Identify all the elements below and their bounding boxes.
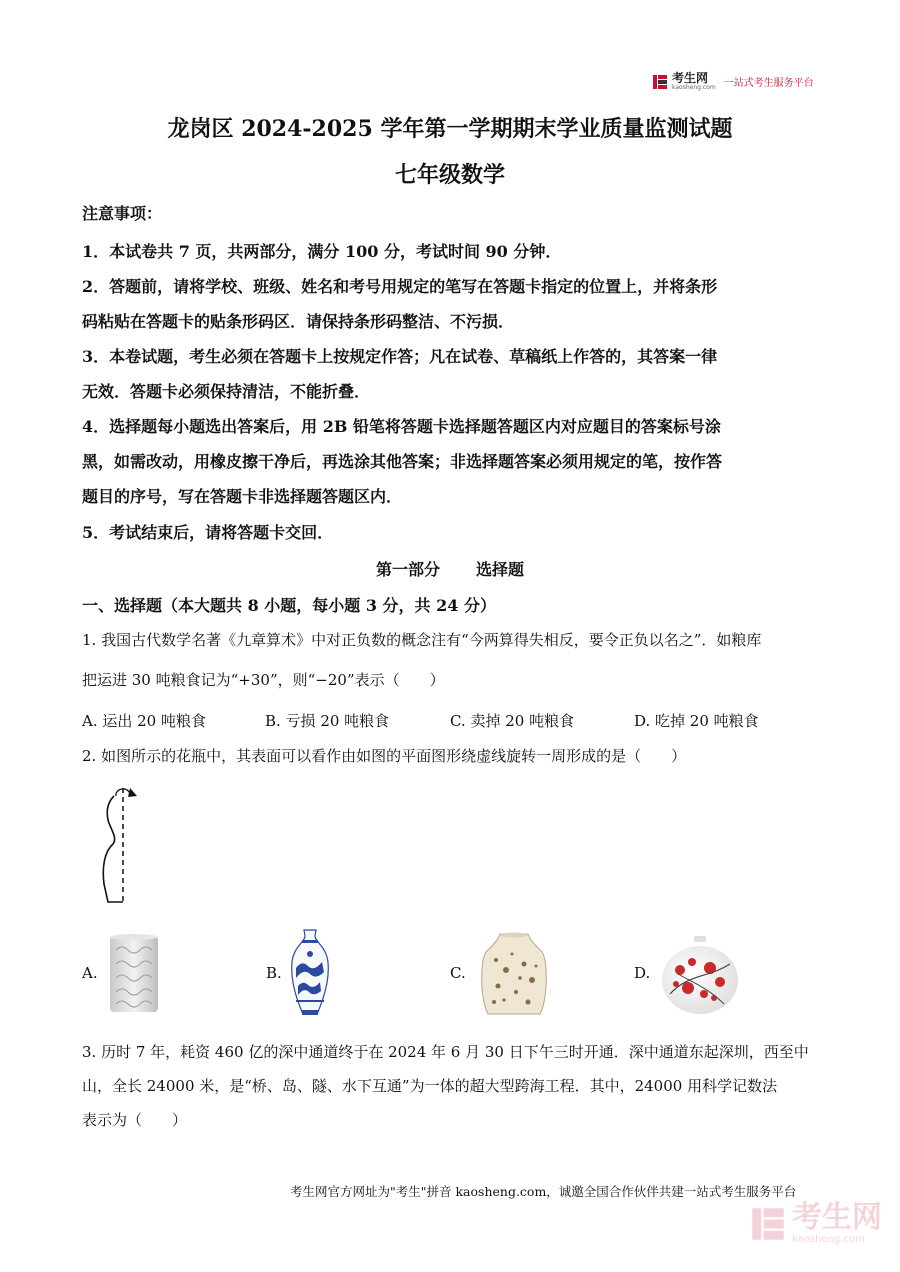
round-flower-vase-image: [658, 934, 742, 1018]
notice-line: 3．本卷试题，考生必须在答题卡上按规定作答；凡在试卷、草稿纸上作答的，其答案一律: [82, 347, 718, 366]
page-title: 龙岗区 2024-2025 学年第一学期期末学业质量监测试题: [167, 116, 733, 142]
speckled-jar-image: [476, 930, 552, 1018]
profile-curve: [103, 796, 123, 902]
watermark-name: 考生网: [792, 1200, 882, 1235]
question-2-option-d-label: D.: [634, 964, 651, 982]
watermark-domain: kaosheng.com: [792, 1234, 865, 1245]
page-footer: 考生网官方网址为"考生"拼音 kaosheng.com，诚邀全国合作伙伴共建一站式考生服务平台: [290, 1184, 797, 1199]
question-2-line: 2. 如图所示的花瓶中，其表面可以看作由如图的平面图形绕虚线旋转一周形成的是（ ）: [82, 747, 687, 765]
brand-logo-icon: [652, 74, 668, 90]
question-2-option-b-label: B.: [266, 964, 282, 982]
notice-line: 码粘贴在答题卡的贴条形码区．请保持条形码整洁、不污损．: [82, 312, 515, 331]
porcelain-vase-image: [286, 928, 334, 1018]
cylinder-vase-image: [106, 932, 162, 1016]
notice-line: 黑，如需改动，用橡皮擦干净后，再选涂其他答案；非选择题答案必须用规定的笔，按作答: [82, 452, 723, 471]
notice-line: 题目的序号，写在答题卡非选择题答题区内．: [82, 487, 403, 506]
question-1-option-b: B. 亏损 20 吨粮食: [265, 712, 390, 730]
question-2-option-c-label: C.: [450, 964, 466, 982]
question-3-line: 山，全长 24000 米，是“桥、岛、隧、水下互通”为一体的超大型跨海工程．其中，24000 用科学记数法: [82, 1077, 778, 1095]
brand-logo: [652, 72, 814, 91]
watermark-logo-icon: [750, 1206, 786, 1242]
notice-heading: 注意事项：: [82, 204, 163, 223]
question-2-option-a-label: A.: [82, 964, 98, 982]
page-subtitle: 七年级数学: [394, 162, 505, 188]
question-3-line: 3. 历时 7 年，耗资 460 亿的深中通道终于在 2024 年 6 月 30 日下午三时开通．深中通道东起深圳，西至中: [82, 1043, 809, 1061]
part-heading: [0, 557, 900, 580]
brand-domain: kaosheng.com: [672, 84, 716, 91]
notice-line: 5．考试结束后，请将答题卡交回．: [82, 523, 334, 542]
notice-line: 2．答题前，请将学校、班级、姓名和考号用规定的笔写在答题卡指定的位置上，并将条形: [82, 277, 718, 296]
question-1-line: 把运进 30 吨粮食记为“+30”，则“−20”表示（ ）: [82, 671, 445, 689]
brand-slogan: 一站式考生服务平台: [723, 78, 814, 89]
watermark-text: [786, 1202, 882, 1245]
section-heading: 一、选择题（本大题共 8 小题，每小题 3 分，共 24 分）: [82, 596, 496, 615]
notice-line: 无效．答题卡必须保持清洁，不能折叠．: [82, 382, 371, 401]
brand-text: [672, 72, 716, 91]
question-1-option-d: D. 吃掉 20 吨粮食: [634, 712, 759, 730]
rotation-profile-figure: [92, 780, 152, 910]
question-3-line: 表示为（ ）: [82, 1111, 188, 1129]
question-1-option-c: C. 卖掉 20 吨粮食: [450, 712, 575, 730]
notice-line: 1．本试卷共 7 页，共两部分，满分 100 分，考试时间 90 分钟．: [82, 242, 562, 261]
question-1-option-a: A. 运出 20 吨粮食: [82, 712, 206, 730]
watermark: [750, 1202, 882, 1245]
rotation-arrowhead-icon: [128, 788, 137, 797]
notice-line: 4．选择题每小题选出答案后，用 2B 铅笔将答题卡选择题答题区内对应题目的答案标号涂: [82, 417, 721, 436]
part-name: 第一部分: [375, 560, 440, 579]
part-type: 选择题: [476, 560, 525, 579]
question-1-line: 1. 我国古代数学名著《九章算术》中对正负数的概念注有“今两算得失相反，要令正负以名之”．如粮库: [82, 631, 762, 649]
brand-name: 考生网: [672, 71, 709, 85]
